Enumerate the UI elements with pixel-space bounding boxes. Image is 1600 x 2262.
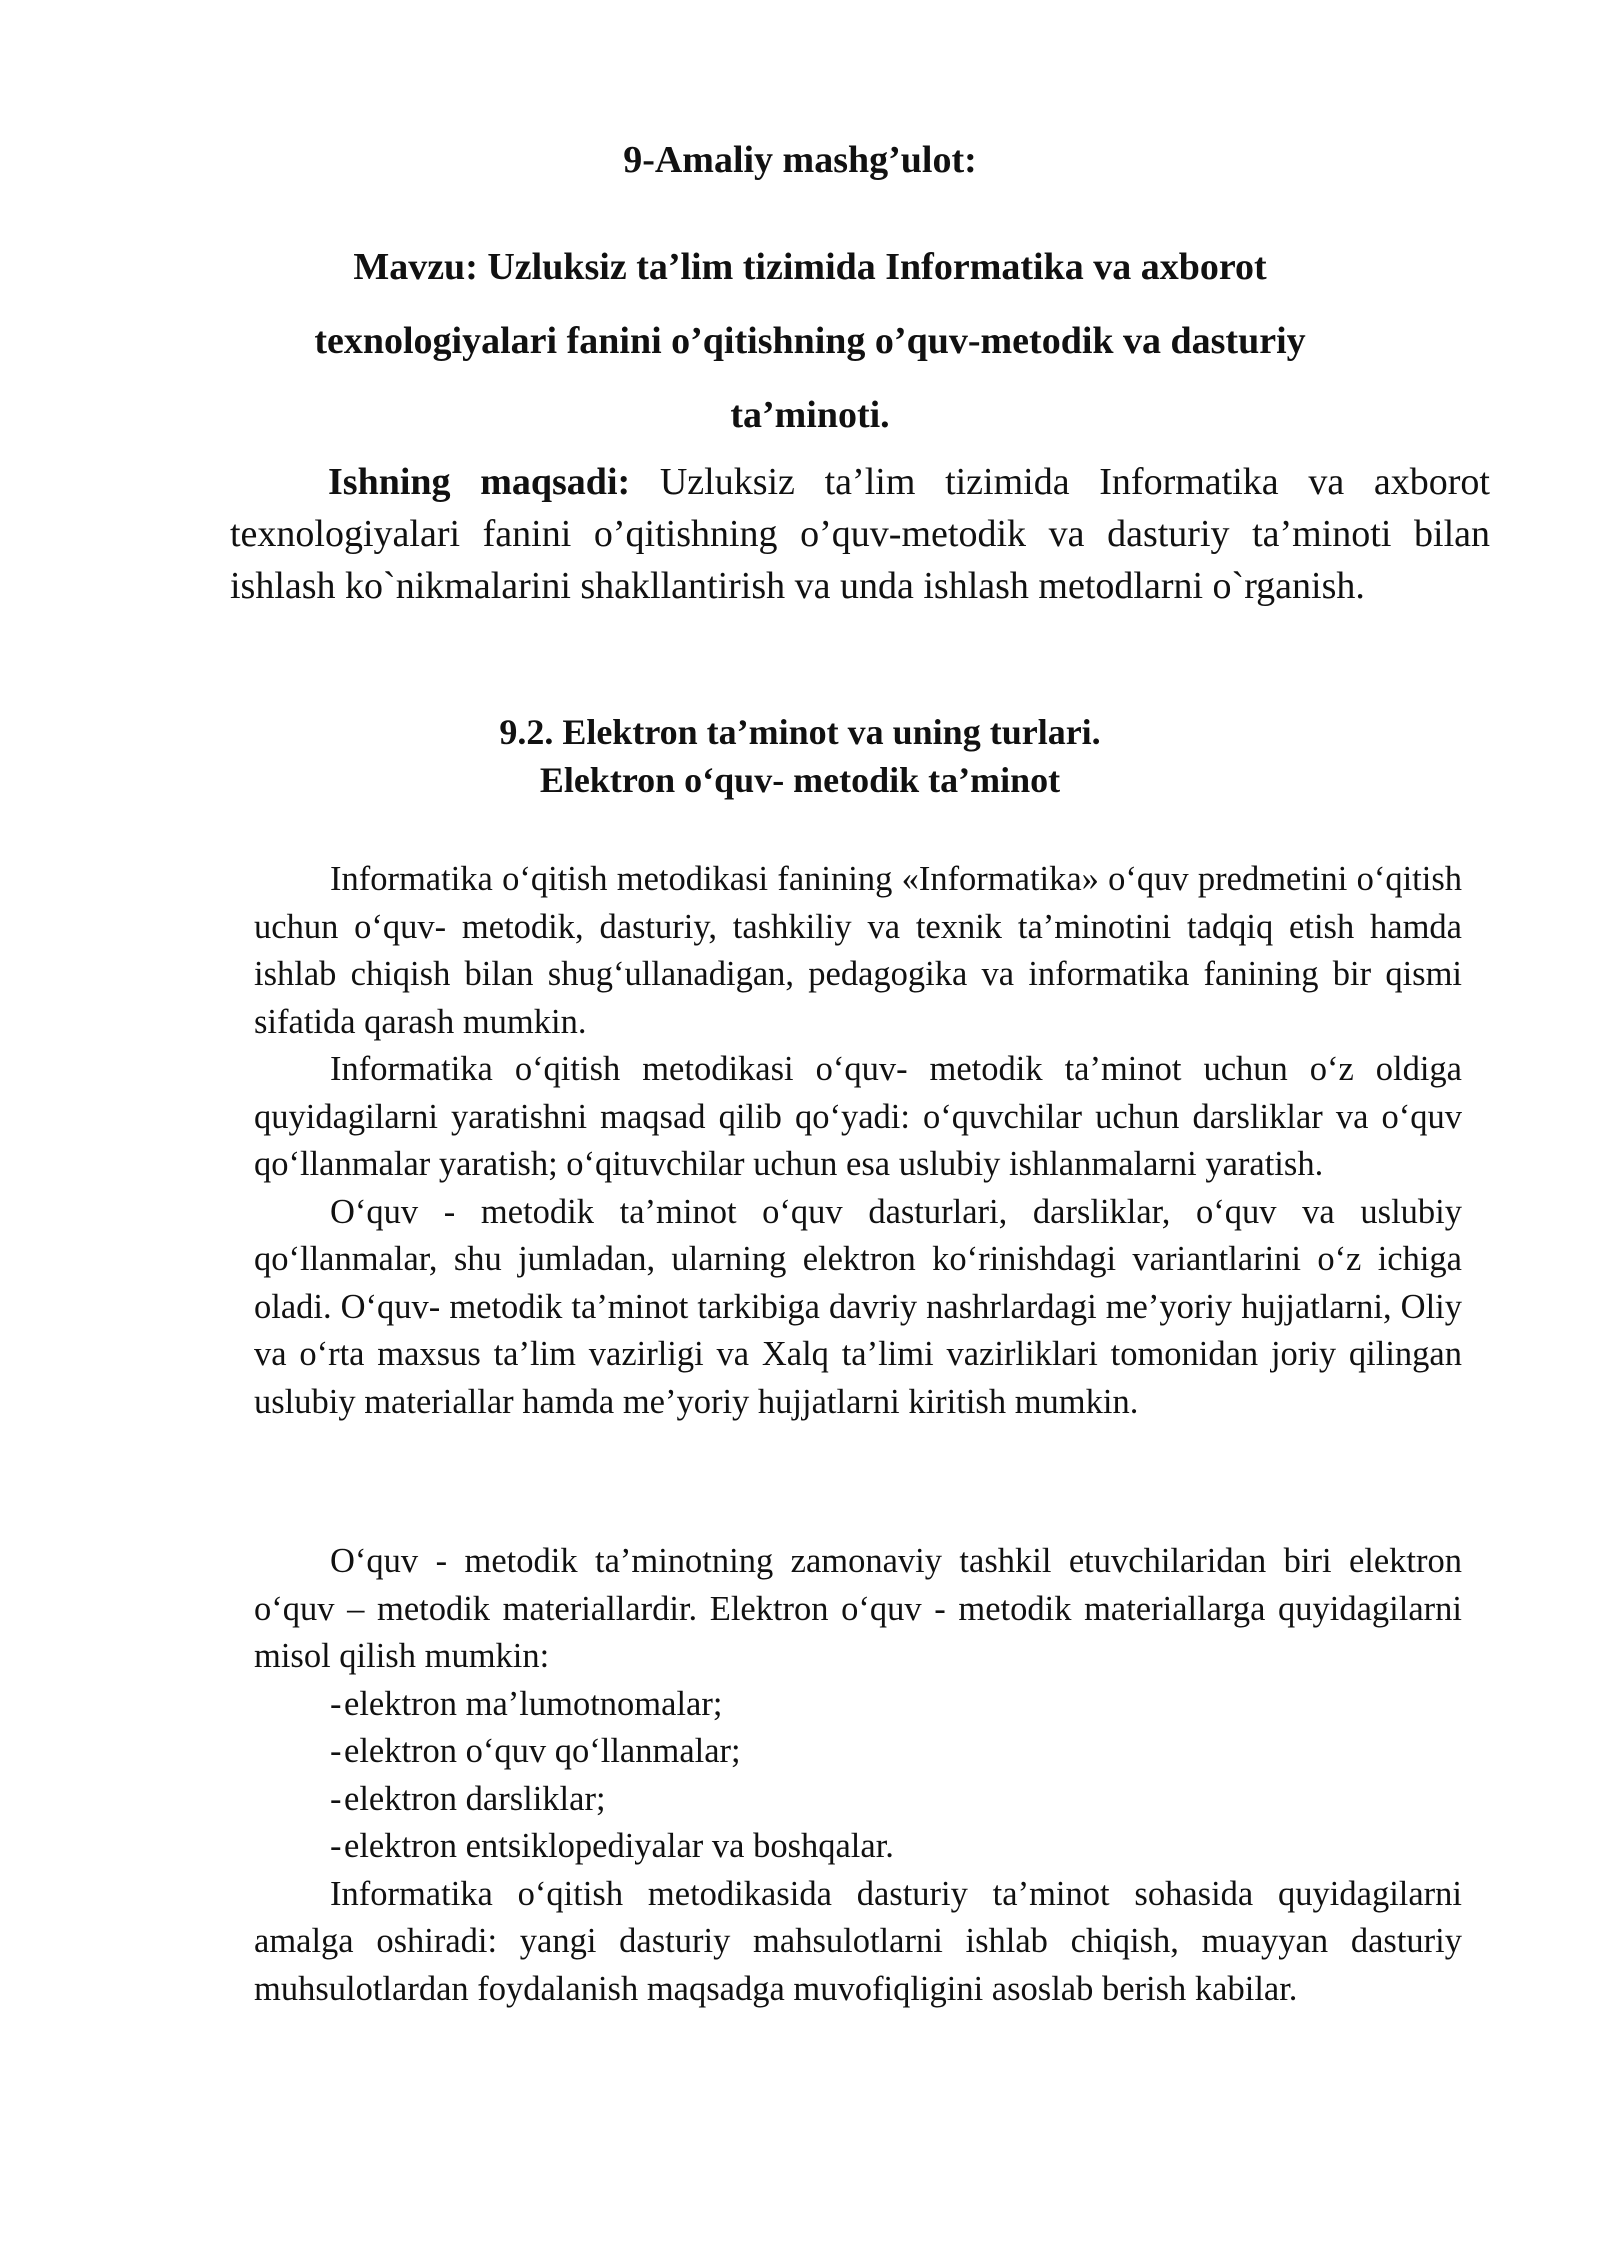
body-paragraph: O‘quv - metodik ta’minot o‘quv dasturlari, darsliklar, o‘quv va uslubiy qo‘llanmalar, shu jumladan, ularning elektron ko‘rinishdagi variantlarini o‘z ichiga oladi. O‘quv- metodik ta’minot tarkibiga davriy nashrlardagi me’yoriy hujjatlarni, Oliy va o‘rta maxsus ta’lim vazirligi va Xalq ta’limi vazirliklari tomonidan joriy qilingan uslubiy materiallar hamda me’yoriy hujjatlarni kiritish mumkin. bbox=[254, 1192, 1462, 1421]
list-item: -elektron entsiklopediyalar va boshqalar. bbox=[330, 1823, 1462, 1871]
list-item: -elektron o‘quv qo‘llanmalar; bbox=[330, 1728, 1462, 1776]
list-item: -elektron ma’lumotnomalar; bbox=[330, 1681, 1462, 1729]
section-heading bbox=[0, 708, 1600, 804]
closing-paragraph: Informatika o‘qitish metodikasida dasturiy ta’minot sohasida quyidagilarni amalga oshiradi: yangi dasturiy mahsulotlarni ishlab chiqish, muayyan dasturiy muhsulotlardan foydalanish maqsadga muvofiqligini asoslab berish kabilar. bbox=[254, 1874, 1462, 2008]
page-title: 9-Amaliy mashg’ulot: bbox=[623, 139, 977, 181]
list-marker: - bbox=[330, 1684, 342, 1723]
list-marker: - bbox=[330, 1779, 342, 1818]
topic-heading: Mavzu: Uzluksiz ta’lim tizimida Informatika va axborot texnologiyalari fanini o’qitishning o’quv-metodik va dasturiy ta’minoti. bbox=[314, 246, 1306, 436]
section-body-bottom bbox=[254, 1538, 1462, 2013]
list-marker: - bbox=[330, 1827, 342, 1865]
objective-text: Uzluksiz ta’lim tizimida Informatika va axborot texnologiyalari fanini o’qitishning o’quv-metodik va dasturiy ta’minoti bilan ishlash ko`nikmalarini shakllantirish va unda ishlash metodlarni o`rganish. bbox=[230, 461, 1490, 607]
objective-paragraph bbox=[230, 456, 1490, 612]
body-paragraph: Informatika o‘qitish metodikasi o‘quv- metodik ta’minot uchun o‘z oldiga quyidagilarni yaratishni maqsad qilib qo‘yadi: o‘quvchilar uchun darsliklar va o‘quv qo‘llanmalar yaratish; o‘qituvchilar uchun esa uslubiy ishlanmalarni yaratish. bbox=[254, 1050, 1462, 1183]
body-paragraph: Informatika o‘qitish metodikasi fanining «Informatika» o‘quv predmetini o‘qitish uchun o‘quv- metodik, dasturiy, tashkiliy va texnik ta’minotini tadqiq etish hamda ishlab chiqish bilan shug‘ullanadigan, pedagogika va informatika fanining bir qismi sifatida qarash mumkin. bbox=[254, 860, 1462, 1041]
objective-label: Ishning maqsadi: bbox=[328, 461, 631, 503]
section-heading-line-2: Elektron o‘quv- metodik ta’minot bbox=[539, 760, 1061, 800]
section-heading-line-1: 9.2. Elektron ta’minot va uning turlari. bbox=[499, 712, 1101, 752]
list-marker: - bbox=[330, 1732, 342, 1770]
list-item: -elektron darsliklar; bbox=[330, 1776, 1462, 1824]
section-body-top bbox=[254, 856, 1462, 1426]
electronic-materials-list bbox=[254, 1681, 1462, 1871]
body-paragraph: O‘quv - metodik ta’minotning zamonaviy tashkil etuvchilaridan biri elektron o‘quv – metodik materiallardir. Elektron o‘quv - metodik materiallarga quyidagilarni misol qilish mumkin: bbox=[254, 1542, 1462, 1675]
